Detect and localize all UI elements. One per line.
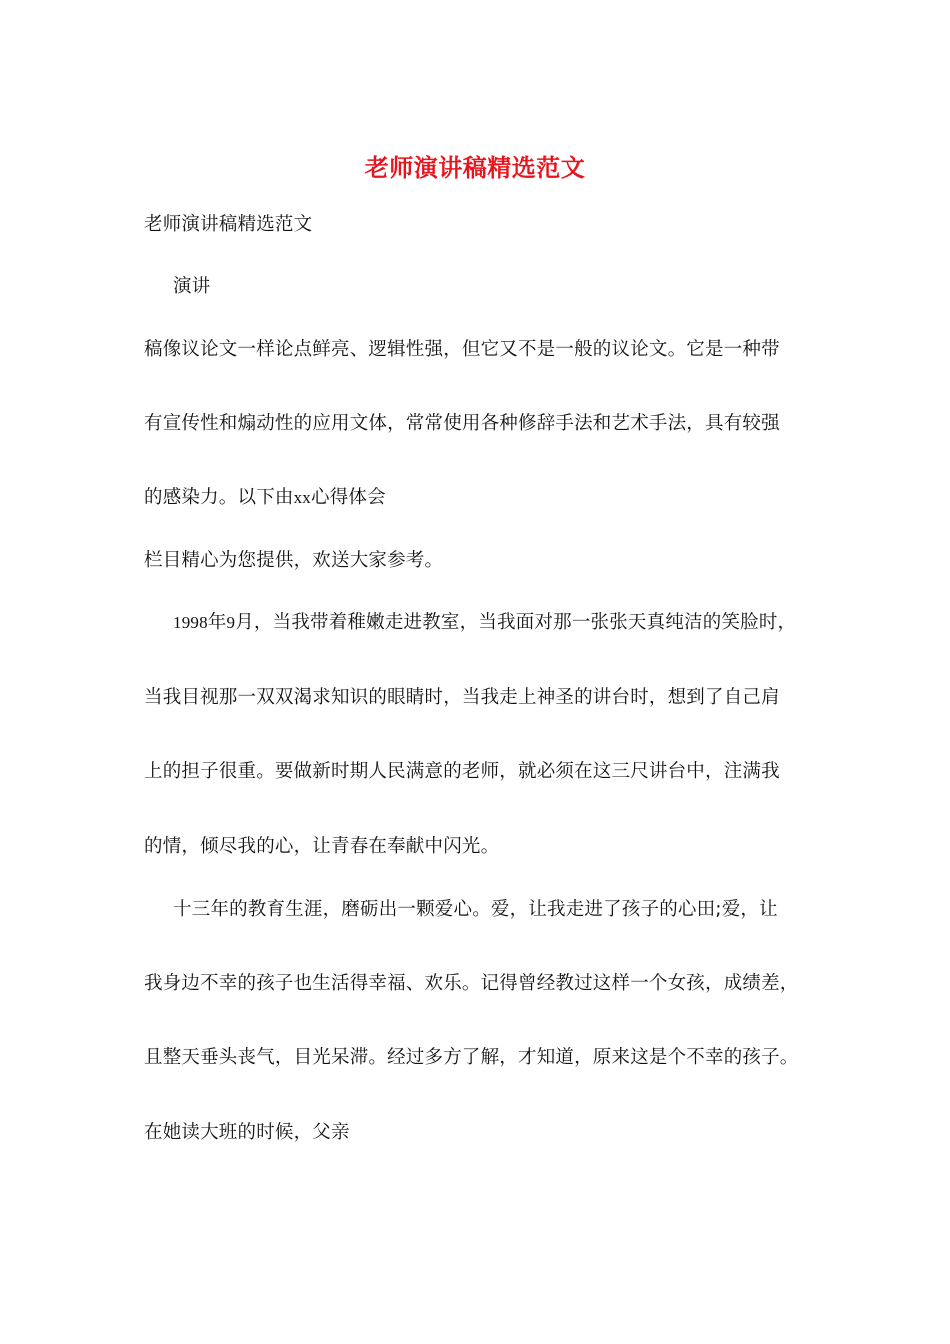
paragraph-line: 的情，倾尽我的心，让青春在奉献中闪光。 bbox=[144, 836, 500, 857]
text-run: 的感染力。以下由 bbox=[144, 487, 294, 508]
paragraph-line: 在她读大班的时候，父亲 bbox=[144, 1122, 350, 1143]
text-run: 9 bbox=[226, 613, 236, 632]
text-run: 心得体会 bbox=[311, 487, 386, 508]
paragraph-line: 当我目视那一双双渴求知识的眼睛时，当我走上神圣的讲台时，想到了自己肩 bbox=[144, 687, 780, 708]
paragraph-line bbox=[173, 610, 796, 636]
subtitle-line: 老师演讲稿精选范文 bbox=[144, 214, 313, 235]
paragraph-line: 我身边不幸的孩子也生活得幸福、欢乐。记得曾经教过这样一个女孩，成绩差， bbox=[144, 973, 799, 994]
paragraph-line: 十三年的教育生涯，磨砺出一颗爱心。爱，让我走进了孩子的心田;爱，让 bbox=[173, 899, 778, 920]
text-run: 月，当我带着稚嫩走进教室，当我面对那一张张天真纯洁的笑脸时， bbox=[235, 612, 797, 633]
text-run: 1998 bbox=[173, 613, 208, 632]
paragraph-line: 有宣传性和煽动性的应用文体，常常使用各种修辞手法和艺术手法，具有较强 bbox=[144, 413, 780, 434]
paragraph-line: 且整天垂头丧气，目光呆滞。经过多方了解，才知道，原来这是个不幸的孩子。 bbox=[144, 1047, 799, 1068]
paragraph-line bbox=[144, 485, 386, 511]
paragraph-line: 上的担子很重。要做新时期人民满意的老师，就必须在这三尺讲台中，注满我 bbox=[144, 761, 780, 782]
paragraph-line: 稿像议论文一样论点鲜亮、逻辑性强，但它又不是一般的议论文。它是一种带 bbox=[144, 339, 780, 360]
paragraph-line: 栏目精心为您提供，欢送大家参考。 bbox=[144, 550, 444, 571]
paragraph-line: 演讲 bbox=[173, 276, 211, 297]
text-run: 年 bbox=[207, 612, 227, 633]
text-run: xx bbox=[293, 488, 312, 507]
document-title: 老师演讲稿精选范文 bbox=[364, 153, 586, 182]
